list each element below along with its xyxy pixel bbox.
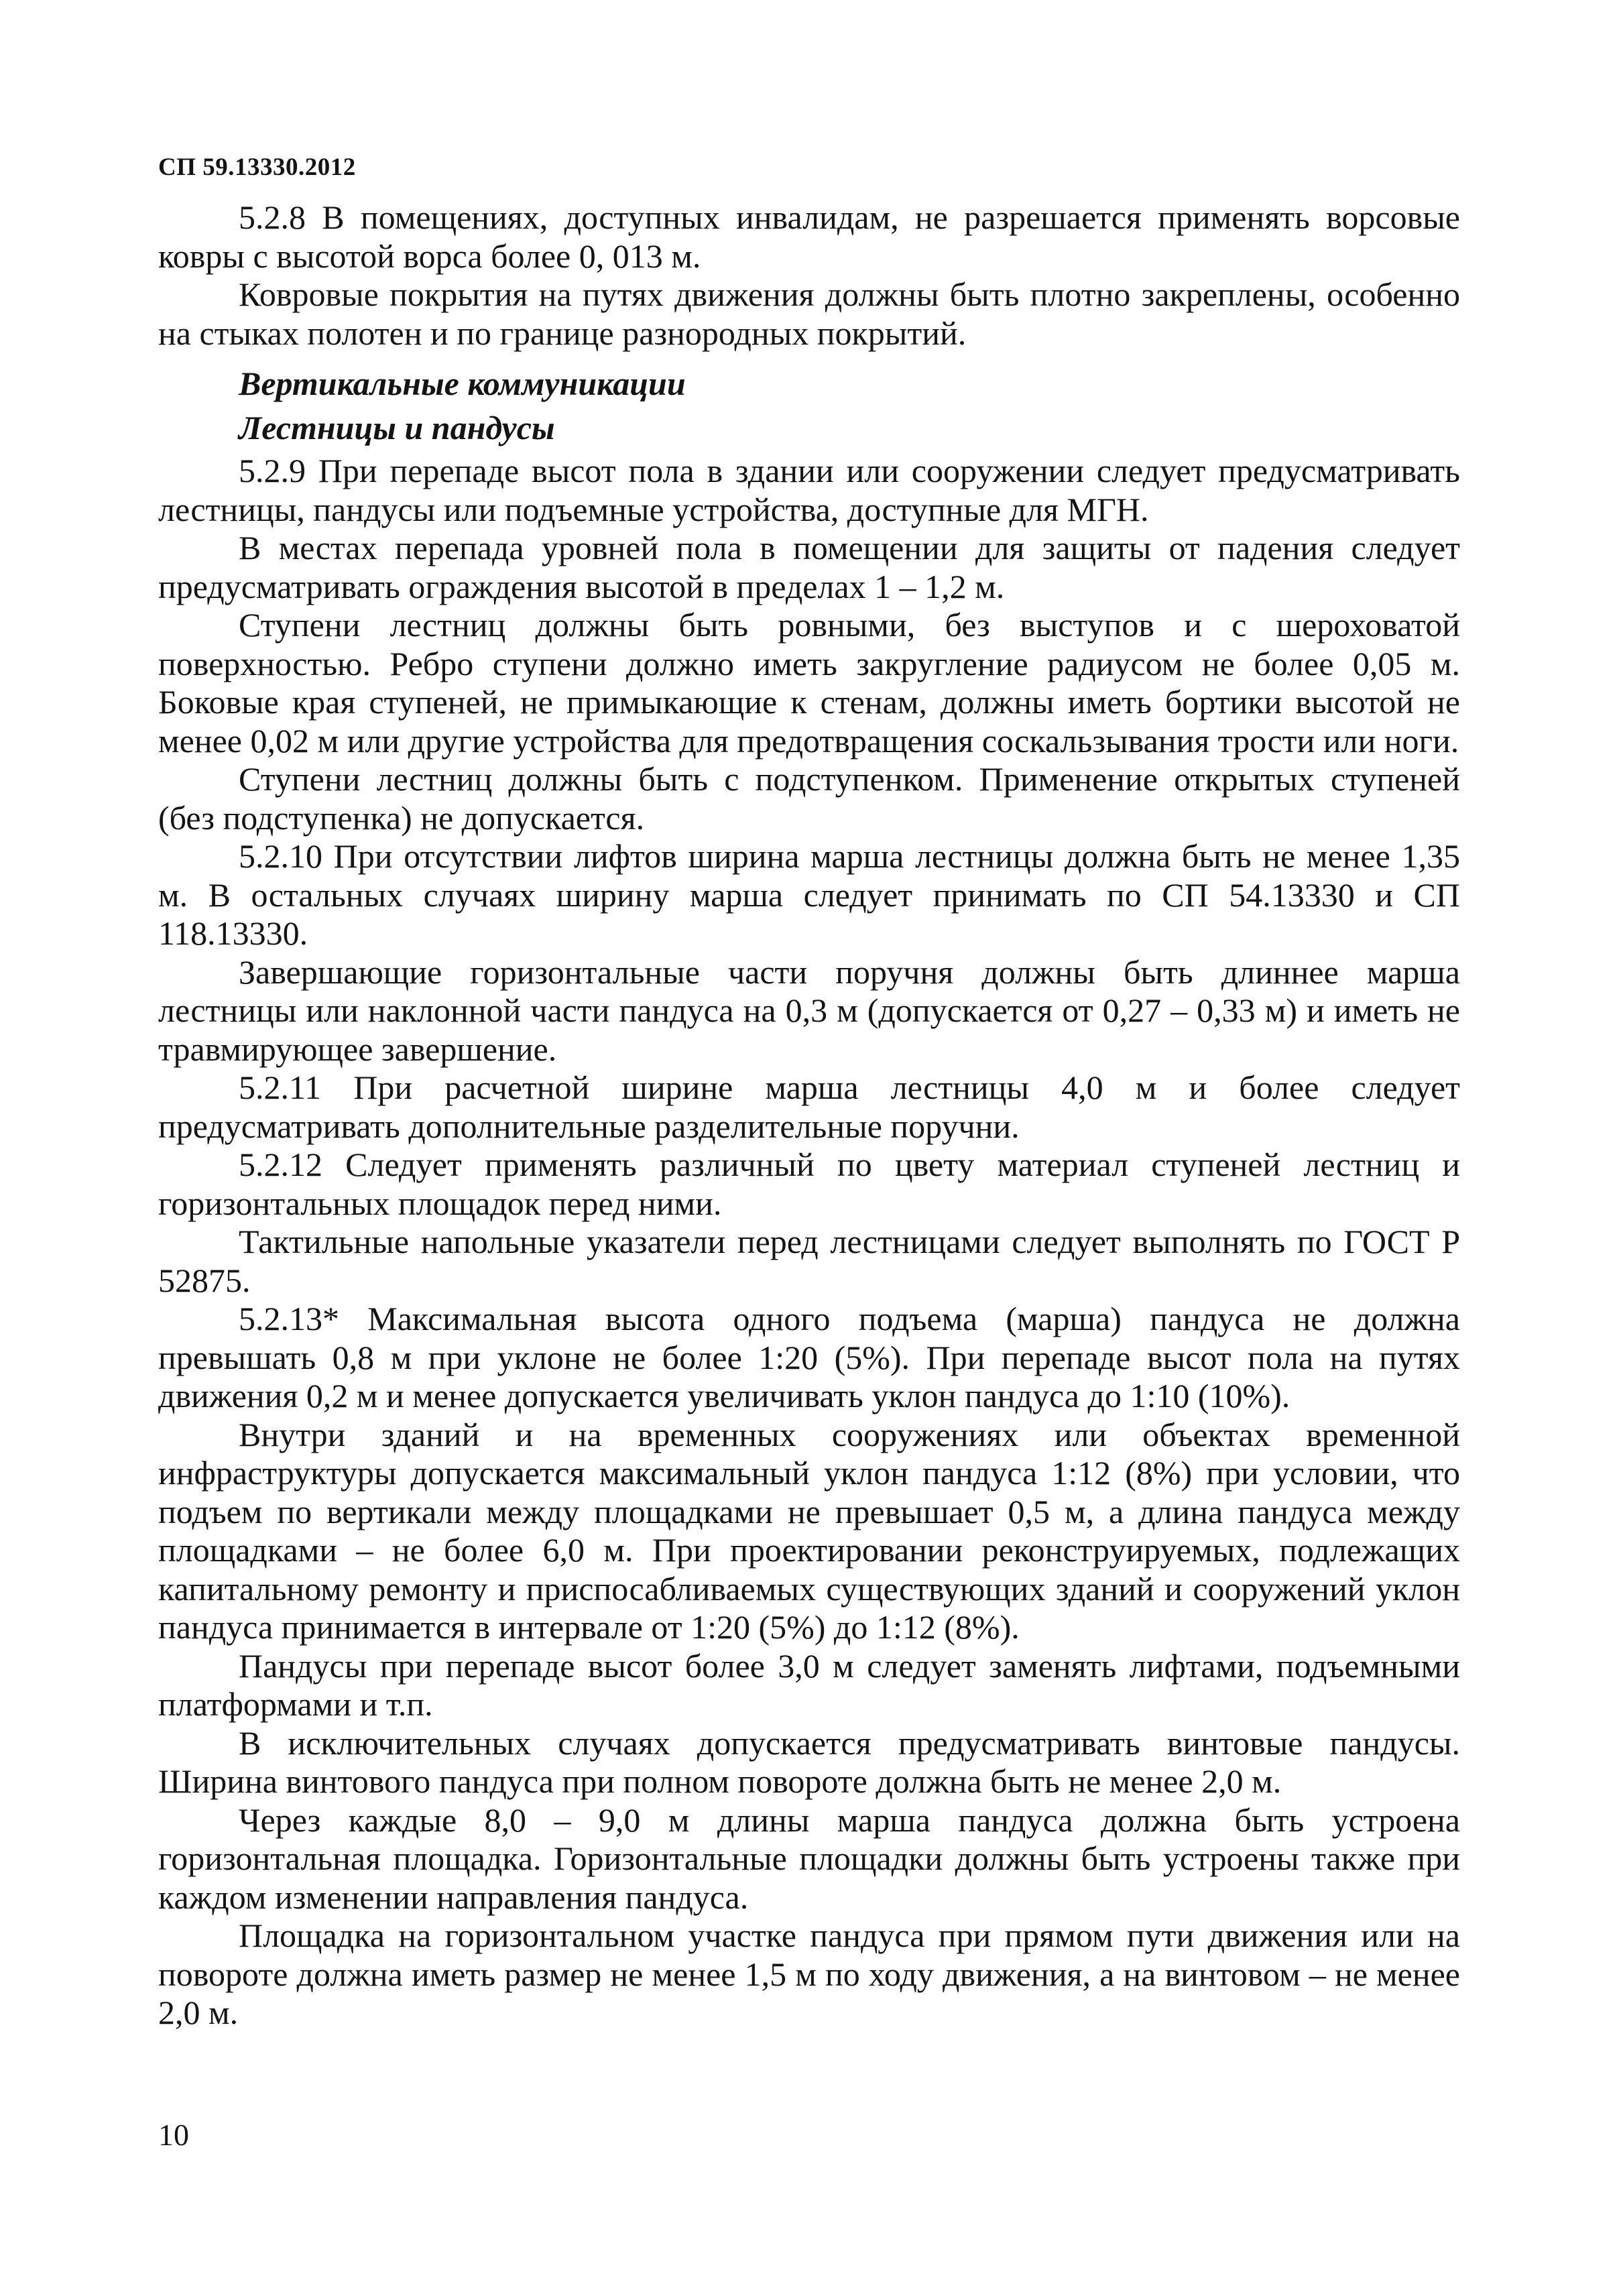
paragraph-tactile-indicators: Тактильные напольные указатели перед лестницами следует выполнять по ГОСТ Р 52875. (158, 1223, 1460, 1299)
paragraph-5-2-13: 5.2.13* Максимальная высота одного подъема (марша) пандуса не должна превышать 0,8 м при уклоне не более 1:20 (5%). При перепаде высот пола на путях движения 0,2 м и менее допускается увеличивать уклон пандуса до 1:10 (10%). (158, 1300, 1460, 1414)
section-heading-vertical-communications: Вертикальные коммуникации (239, 365, 686, 402)
paragraph-ramp-landings: Через каждые 8,0 – 9,0 м длины марша пандуса должна быть устроена горизонтальная площадка. Горизонтальные площадки должны быть устроены также при каждом изменении направления пандуса. (158, 1801, 1460, 1916)
paragraph-stair-risers: Ступени лестниц должны быть с подступенком. Применение открытых ступеней (без подступенка) не допускается. (158, 760, 1460, 837)
paragraph-handrail-ends: Завершающие горизонтальные части поручня должны быть длиннее марша лестницы или наклонной части пандуса на 0,3 м (допускается от 0,27 – 0,33 м) и иметь не травмирующее завершение. (158, 953, 1460, 1068)
paragraph-ramp-slope-indoor: Внутри зданий и на временных сооружениях или объектах временной инфраструктуры допускается максимальный уклон пандуса 1:12 (8%) при условии, что подъем по вертикали между площадками не превышает 0,5 м, а длина пандуса между площадками – не более 6,0 м. При проектировании реконструируемых, подлежащих капитальному ремонту и приспосабливаемых существующих зданий и сооружений уклон пандуса принимается в интервале от 1:20 (5%) до 1:12 (8%). (158, 1415, 1460, 1646)
document-body (158, 198, 1460, 2033)
page-number: 10 (158, 2118, 189, 2152)
document-code: СП 59.13330.2012 (158, 154, 356, 181)
paragraph-5-2-12: 5.2.12 Следует применять различный по цвету материал ступеней лестниц и горизонтальных площадок перед ними. (158, 1146, 1460, 1222)
paragraph-landing-size: Площадка на горизонтальном участке пандуса при прямом пути движения или на повороте должна иметь размер не менее 1,5 м по ходу движения, а на винтовом – не менее 2,0 м. (158, 1917, 1460, 2031)
paragraph-5-2-10: 5.2.10 При отсутствии лифтов ширина марша лестницы должна быть не менее 1,35 м. В остальных случаях ширину марша следует принимать по СП 54.13330 и СП 118.13330. (158, 837, 1460, 952)
paragraph-spiral-ramps: В исключительных случаях допускается предусматривать винтовые пандусы. Ширина винтового пандуса при полном повороте должна быть не менее 2,0 м. (158, 1724, 1460, 1800)
paragraph-5-2-9: 5.2.9 При перепаде высот пола в здании или сооружении следует предусматривать лестницы, пандусы или подъемные устройства, доступные для МГН. (158, 452, 1460, 528)
subsection-heading-stairs-and-ramps: Лестницы и пандусы (239, 409, 555, 446)
paragraph-5-2-11: 5.2.11 При расчетной ширине марша лестницы 4,0 м и более следует предусматривать дополнительные разделительные поручни. (158, 1069, 1460, 1145)
paragraph-5-2-8: 5.2.8 В помещениях, доступных инвалидам, не разрешается применять ворсовые ковры с высотой ворса более 0, 013 м. (158, 198, 1460, 275)
paragraph-floor-level-railings: В местах перепада уровней пола в помещении для защиты от падения следует предусматривать ограждения высотой в пределах 1 – 1,2 м. (158, 529, 1460, 605)
paragraph-carpet-coverings: Ковровые покрытия на путях движения должны быть плотно закреплены, особенно на стыках полотен и по границе разнородных покрытий. (158, 276, 1460, 352)
paragraph-stair-steps-surface: Ступени лестниц должны быть ровными, без выступов и с шероховатой поверхностью. Ребро ступени должно иметь закругление радиусом не более 0,05 м. Боковые края ступеней, не примыкающие к стенам, должны иметь бортики высотой не менее 0,02 м или другие устройства для предотвращения соскальзывания трости или ноги. (158, 606, 1460, 760)
paragraph-ramp-replacement: Пандусы при перепаде высот более 3,0 м следует заменять лифтами, подъемными платформами и т.п. (158, 1646, 1460, 1723)
